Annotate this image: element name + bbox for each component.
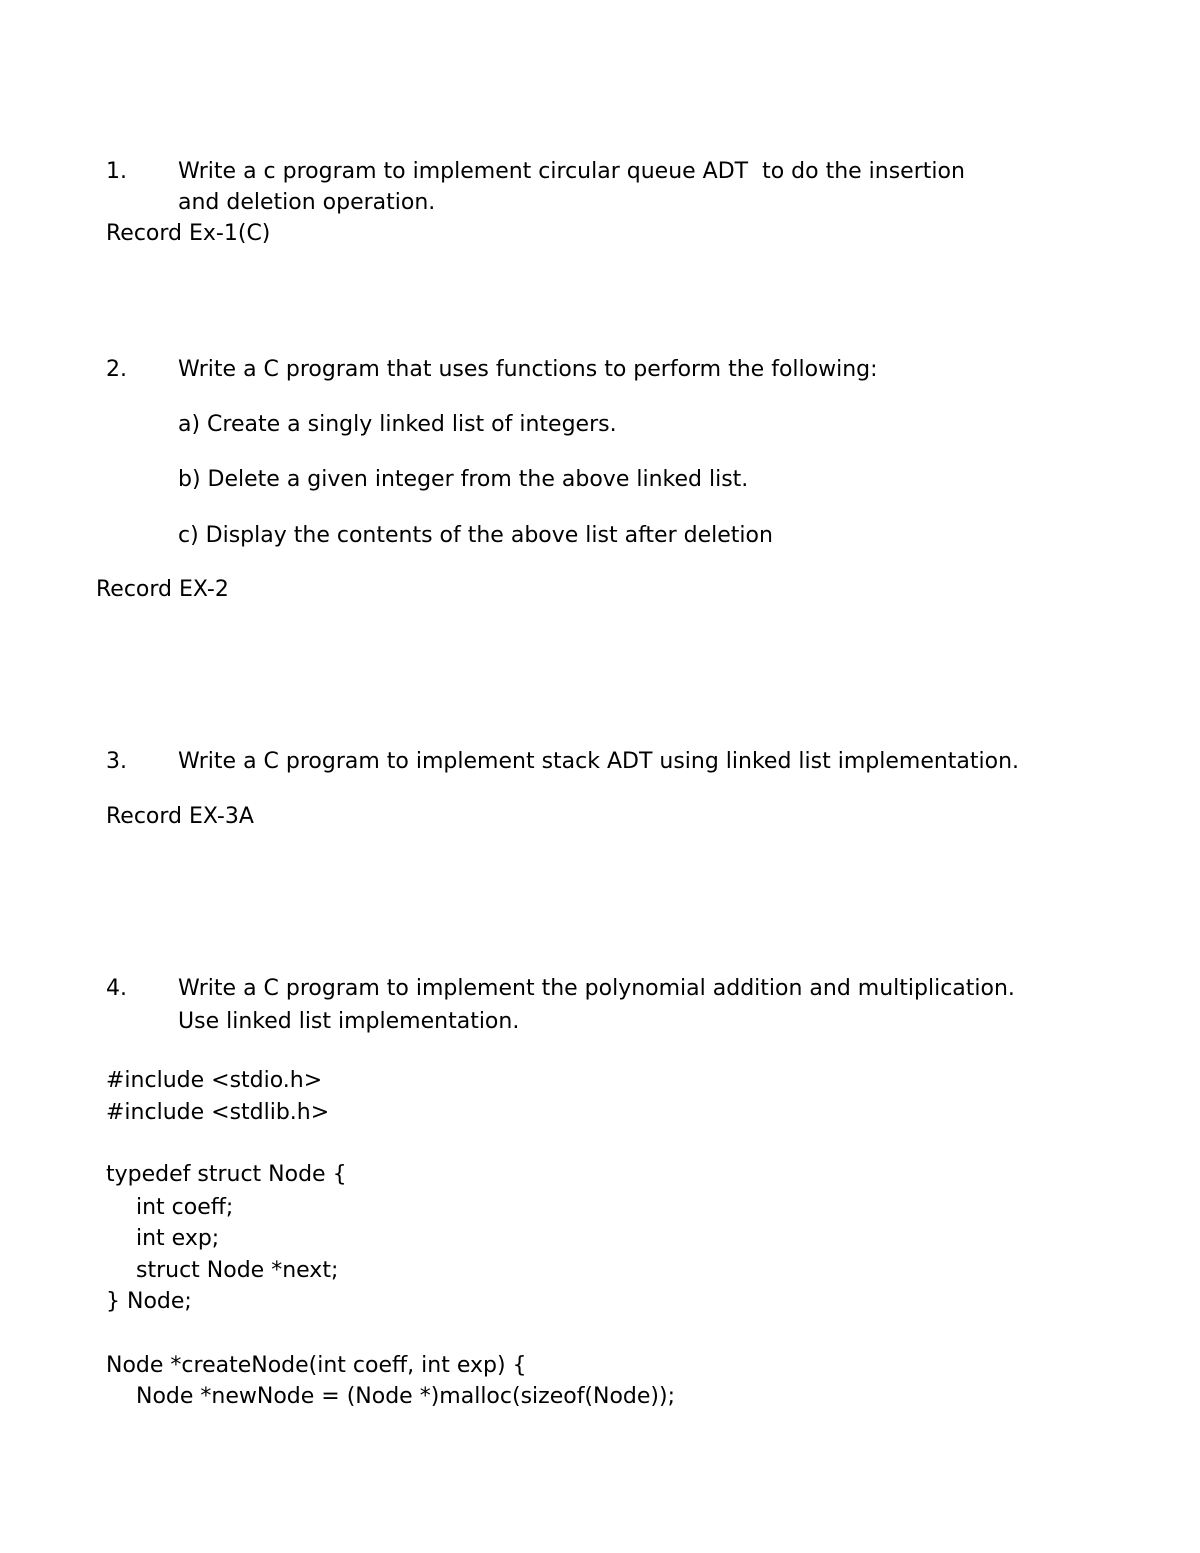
question-2-item-b: b) Delete a given integer from the above linked list. [178,467,749,492]
question-2-text-line-1: Write a C program that uses functions to perform the following: [178,357,878,382]
question-2-item-a: a) Create a singly linked list of integers. [178,412,617,437]
code-line-next: struct Node *next; [136,1258,339,1283]
question-1-text-line-2: and deletion operation. [178,190,436,215]
question-1-text-line-1: Write a c program to implement circular queue ADT to do the insertion [178,159,965,184]
question-4-text-line-2: Use linked list implementation. [178,1009,520,1034]
code-line-typedef: typedef struct Node { [106,1162,347,1187]
code-line-include-stdio: #include <stdio.h> [106,1068,323,1093]
code-line-malloc: Node *newNode = (Node *)malloc(sizeof(Node)); [136,1384,676,1409]
code-line-create-node: Node *createNode(int coeff, int exp) { [106,1353,527,1378]
question-1-record: Record Ex-1(C) [106,221,271,246]
code-line-include-stdlib: #include <stdlib.h> [106,1100,330,1125]
code-line-exp: int exp; [136,1226,220,1251]
question-3-text-line-1: Write a C program to implement stack ADT using linked list implementation. [178,749,1020,774]
question-3-number: 3. [106,749,127,774]
code-line-close-struct: } Node; [106,1289,192,1314]
question-3-record: Record EX-3A [106,804,254,829]
question-2-item-c: c) Display the contents of the above list after deletion [178,523,773,548]
question-1-number: 1. [106,159,127,184]
question-4-number: 4. [106,976,127,1001]
code-line-coeff: int coeff; [136,1195,234,1220]
question-2-number: 2. [106,357,127,382]
question-2-record: Record EX-2 [96,577,229,602]
question-4-text-line-1: Write a C program to implement the polynomial addition and multiplication. [178,976,1015,1001]
